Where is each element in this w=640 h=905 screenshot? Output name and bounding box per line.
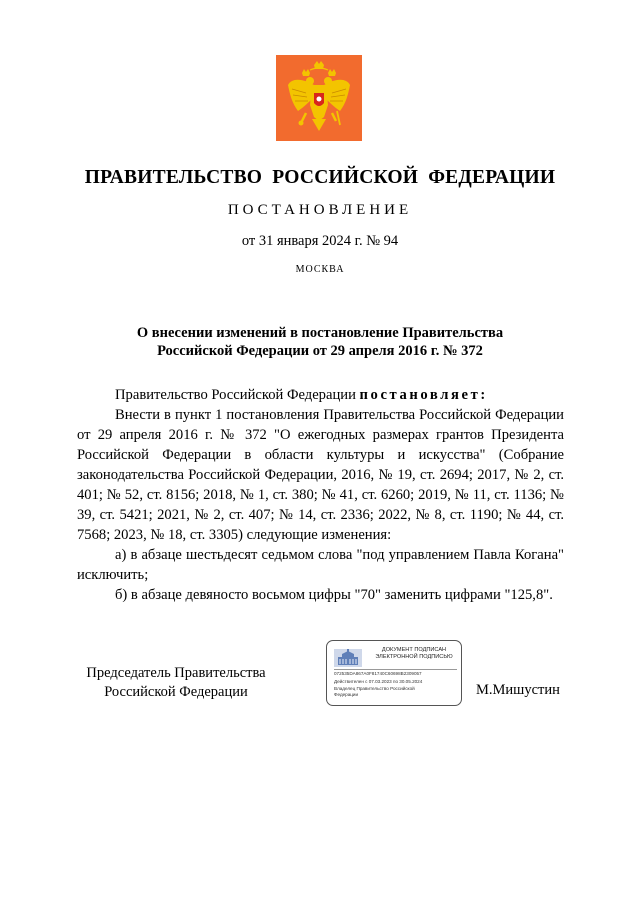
coat-of-arms-icon	[276, 55, 362, 141]
owner-line-2: Федерации	[334, 692, 359, 697]
main-paragraph: Внести в пункт 1 постановления Правительства Российской Федерации от 29 апреля 2016 г. № 372 "О ежегодных размерах грантов Президента Российской Федерации в области культуры и искусства" (Собрание законодательства Российской Федерации, 2016, № 19, ст. 2694; 2017, № 2, ст. 401; № 52, ст. 8156; 2018, № 1, ст. 380; № 41, ст. 6260; 2019, № 11, ст. 1136; № 39, ст. 5421; 2021, № 2, ст. 407; № 14, ст. 2336; 2022, № 8, ст. 1190; № 44, ст. 7568; 2023, № 18, ст. 3305) следующие изменения:	[77, 407, 564, 543]
heading-line-1: О внесении изменений в постановление Правительства	[136, 325, 504, 341]
government-title: ПРАВИТЕЛЬСТВО РОССИЙСКОЙ ФЕДЕРАЦИИ	[84, 167, 556, 188]
stamp-title-line-2: ЭЛЕКТРОННОЙ ПОДПИСЬЮ	[375, 654, 453, 660]
document-date-number: от 31 января 2024 г. № 94	[241, 233, 399, 249]
owner-line-1: Владелец Правительство Российской	[334, 686, 415, 691]
stamp-title-line-1: ДОКУМЕНТ ПОДПИСАН	[381, 647, 447, 653]
position-line-2: Российской Федерации	[104, 684, 248, 700]
item-b-paragraph: б) в абзаце девяносто восьмом цифры "70" заменить цифрами "125,8".	[115, 587, 553, 603]
item-a-paragraph: а) в абзаце шестьдесят седьмом слова "под управлением Павла Когана" исключить;	[77, 547, 564, 583]
document-city: МОСКВА	[295, 264, 345, 275]
document-body	[77, 385, 564, 605]
signatory-name: М.Мишустин	[476, 682, 560, 698]
position-line-1: Председатель Правительства	[86, 665, 266, 681]
stamp-title	[367, 647, 461, 661]
certificate-validity: Действителен с 07.03.2023 по 30.05.2024	[334, 679, 423, 684]
certificate-owner	[334, 686, 444, 698]
resolves-word: постановляет:	[359, 387, 488, 403]
government-building-icon	[334, 649, 362, 667]
intro-paragraph	[77, 385, 564, 405]
electronic-signature-stamp	[326, 640, 462, 706]
document-type: ПОСТАНОВЛЕНИЕ	[227, 202, 413, 218]
stamp-divider	[334, 669, 457, 670]
heading-line-2: Российской Федерации от 29 апреля 2016 г. № 372	[157, 343, 483, 359]
certificate-serial: 072535DA867A0F81740C60698B2309057	[334, 671, 422, 676]
intro-text: Правительство Российской Федерации	[115, 387, 360, 403]
signatory-position	[76, 664, 276, 702]
document-heading	[80, 324, 560, 360]
